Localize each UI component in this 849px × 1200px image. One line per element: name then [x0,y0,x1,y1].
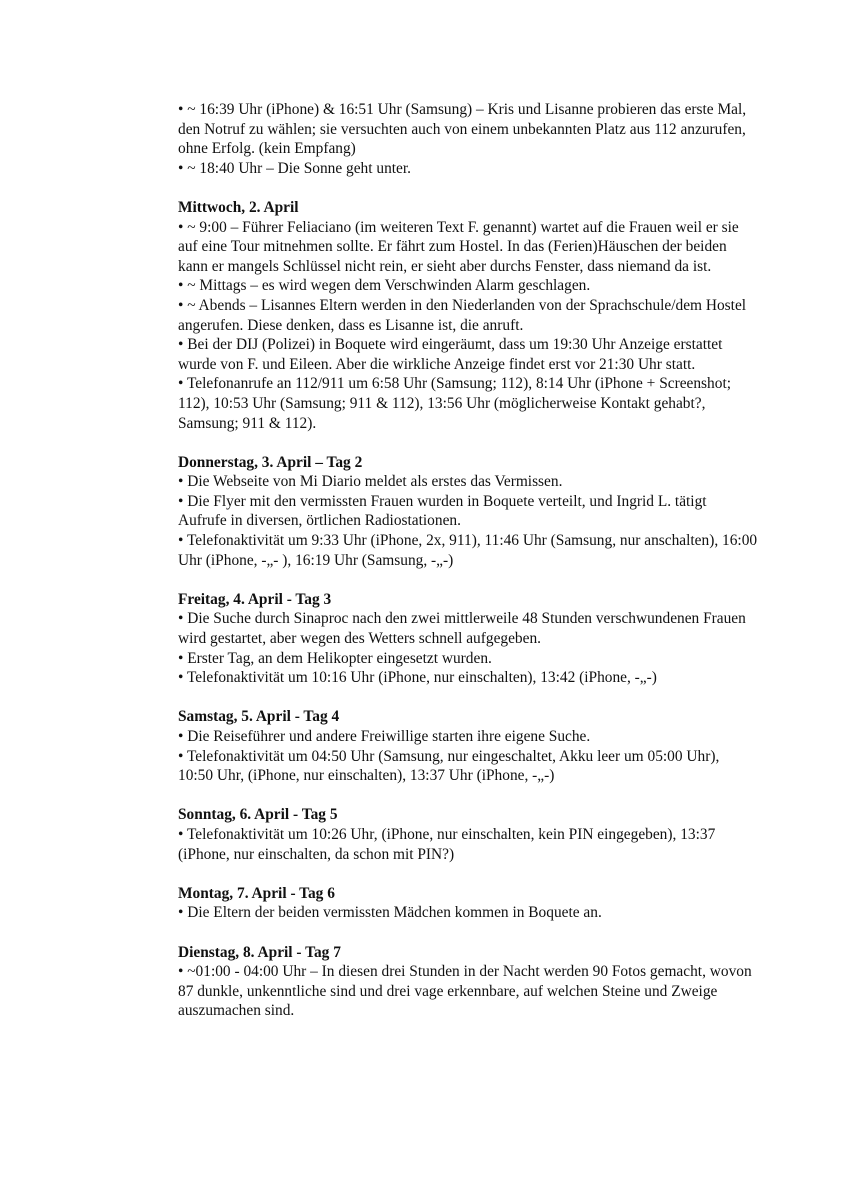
section-heading: Donnerstag, 3. April – Tag 2 [178,453,363,471]
entry-text: • Die Reiseführer und andere Freiwillige starten ihre eigene Suche. [178,728,591,745]
entry-text: • Die Eltern der beiden vermissten Mädchen kommen in Boquete an. [178,904,602,922]
section-sunday [178,805,758,864]
entry-text: • ~ 9:00 – Führer Feliaciano (im weiteren Text F. genannt) wartet auf die Frauen weil er sie auf eine Tour mitnehmen sollte. Er fährt zum Hostel. In das (Ferien)Häuschen der beiden kann er mangels Schlüssel nicht rein, er sieht aber durchs Fenster, dass niemand da ist. [178,218,739,275]
entry-text: • Telefonaktivität um 10:16 Uhr (iPhone, nur einschalten), 13:42 (iPhone, -„-) [178,669,657,687]
entry-text: • Telefonaktivität um 10:26 Uhr, (iPhone, nur einschalten, kein PIN eingegeben), 13:37 (iPhone, nur einschalten, da schon mit PIN?) [178,825,716,863]
section-tuesday [178,943,758,1021]
section-heading: Freitag, 4. April - Tag 3 [178,590,332,608]
section-heading: Montag, 7. April - Tag 6 [178,884,335,902]
entry-text: • Die Webseite von Mi Diario meldet als erstes das Vermissen. [178,473,563,491]
section-wednesday [178,198,758,433]
entry-text: • ~01:00 - 04:00 Uhr – In diesen drei Stunden in der Nacht werden 90 Fotos gemacht, wovon 87 dunkle, unkenntliche sind und drei vage erkennbare, auf welchen Steine und Zweige auszumachen sind. [178,963,752,1020]
section-monday [178,884,758,923]
entry-text: • Telefonanrufe an 112/911 um 6:58 Uhr (Samsung; 112), 8:14 Uhr (iPhone + Screenshot; 112), 10:53 Uhr (Samsung; 911 & 112), 13:56 Uhr (möglicherweise Kontakt gehabt?, Samsung; 911 & 112). [178,375,731,432]
section-saturday [178,707,758,785]
entry-text: • Die Suche durch Sinaproc nach den zwei mittlerweile 48 Stunden verschwundenen Frauen wird gestartet, aber wegen des Wetters schnell aufgegeben. [178,610,746,648]
section-heading: Dienstag, 8. April - Tag 7 [178,943,341,961]
entry-text: • ~ 18:40 Uhr – Die Sonne geht unter. [178,159,412,177]
entry-text: • Bei der DIJ (Polizei) in Boquete wird eingeräumt, dass um 19:30 Uhr Anzeige erstattet wurde von F. und Eileen. Aber die wirkliche Anzeige findet erst vor 21:30 Uhr statt. [178,336,723,373]
entry-text: • Telefonaktivität um 9:33 Uhr (iPhone, 2x, 911), 11:46 Uhr (Samsung, nur anschalten), 16:00 Uhr (iPhone, -„- ), 16:19 Uhr (Samsung, -„-) [178,532,758,569]
section-heading: Samstag, 5. April - Tag 4 [178,708,340,726]
section-april-1-continued [178,100,758,178]
entry-text: • Erster Tag, an dem Helikopter eingesetzt wurden. [178,649,492,667]
entry-text: • ~ Abends – Lisannes Eltern werden in den Niederlanden von der Sprachschule/dem Hostel angerufen. Diese denken, dass es Lisanne ist, die anruft. [178,296,747,334]
entry-text: • Telefonaktivität um 04:50 Uhr (Samsung, nur eingeschaltet, Akku leer um 05:00 Uhr), 10:50 Uhr, (iPhone, nur einschalten), 13:37 Uhr (iPhone, -„-) [178,747,720,785]
entry-text: • ~ Mittags – es wird wegen dem Verschwinden Alarm geschlagen. [178,277,591,295]
section-heading: Mittwoch, 2. April [178,198,299,216]
entry-text: • Die Flyer mit den vermissten Frauen wurden in Boquete verteilt, und Ingrid L. tätigt Aufrufe in diversen, örtlichen Radiostationen. [178,492,707,530]
entry-text: • ~ 16:39 Uhr (iPhone) & 16:51 Uhr (Samsung) – Kris und Lisanne probieren das erste Mal, den Notruf zu wählen; sie versuchten auch von einem unbekannten Platz aus 112 anzurufen, ohne Erfolg. (kein Empfang) [178,101,747,158]
section-friday [178,590,758,688]
document-page [178,100,758,1041]
section-thursday [178,453,758,571]
section-heading: Sonntag, 6. April - Tag 5 [178,806,338,824]
